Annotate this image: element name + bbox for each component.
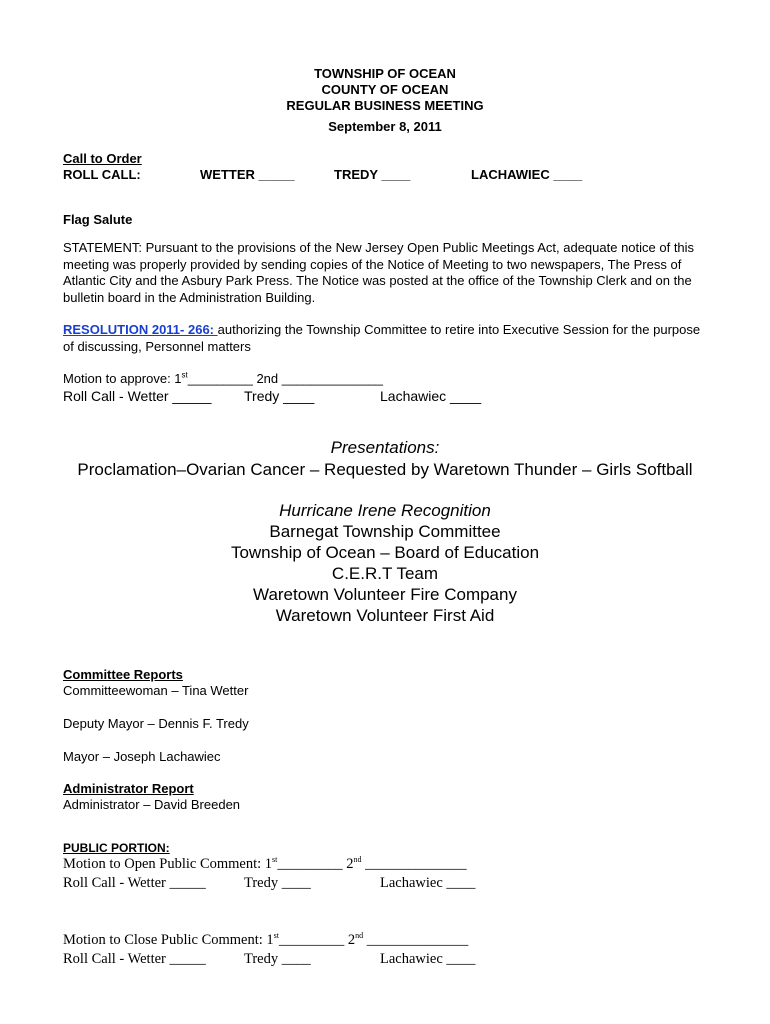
roll-close-wetter: Roll Call - Wetter _____ (63, 951, 206, 967)
roll-close-tredy: Tredy ____ (244, 951, 311, 967)
roll-open-lachawiec: Lachawiec ____ (380, 875, 476, 891)
motion-close-sup2: nd (355, 931, 364, 941)
roll-open-wetter: Roll Call - Wetter _____ (63, 875, 206, 891)
motion-approve-prefix: Motion to approve: 1 (63, 371, 182, 386)
motion-close-end: ______________ (363, 932, 469, 948)
committee-reports-heading: Committee Reports (63, 667, 183, 682)
public-portion-heading: PUBLIC PORTION: (63, 841, 170, 855)
motion-open-sup1: st (272, 855, 278, 865)
call-to-order-heading: Call to Order (63, 151, 142, 166)
motion-open-prefix: Motion to Open Public Comment: 1 (63, 856, 273, 872)
roll-call-tredy: TREDY ____ (334, 167, 411, 182)
motion-approve-blanks: _________ 2nd ______________ (187, 371, 383, 386)
presentation-item: Waretown Volunteer First Aid (275, 606, 495, 625)
header-meeting-type: REGULAR BUSINESS MEETING (286, 98, 484, 113)
motion-open-blanks: _________ 2 (277, 856, 354, 872)
motion-close-public-comment (63, 932, 468, 949)
motion-close-blanks: _________ 2 (279, 932, 356, 948)
presentation-item: Barnegat Township Committee (269, 522, 501, 541)
presentation-item: Township of Ocean – Board of Education (230, 543, 540, 562)
motion-close-prefix: Motion to Close Public Comment: 1 (63, 932, 274, 948)
hurricane-heading: Hurricane Irene Recognition (279, 501, 491, 520)
presentation-item: Waretown Volunteer Fire Company (253, 585, 517, 604)
roll-call-1-tredy: Tredy ____ (244, 388, 315, 404)
motion-approve (63, 371, 383, 386)
roll-call-lachawiec: LACHAWIEC ____ (471, 167, 583, 182)
motion-open-end: ______________ (361, 856, 467, 872)
administrator-report-item: Administrator – David Breeden (63, 797, 241, 812)
header-township: TOWNSHIP OF OCEAN (314, 66, 456, 81)
administrator-report-heading: Administrator Report (63, 781, 194, 796)
resolution-text: authorizing the Township Committee to retire into Executive Session for the purpose of discussing, Personnel matters (63, 322, 701, 354)
committee-report-item: Committeewoman – Tina Wetter (63, 683, 249, 698)
presentation-item: C.E.R.T Team (331, 564, 439, 583)
resolution-link[interactable]: RESOLUTION 2011- 266: (63, 322, 218, 337)
roll-call-wetter: WETTER _____ (200, 167, 295, 182)
statement-paragraph: STATEMENT: Pursuant to the provisions of the New Jersey Open Public Meetings Act, adequate notice of this meeting was properly provided by sending copies of the Notice of Meeting to two newspapers, The Press of Atlantic City and the Asbury Park Press. The Notice was posted at the office of the Township Clerk and on the bulletin board in the Administration Building. (63, 240, 695, 305)
committee-report-item: Mayor – Joseph Lachawiec (63, 749, 221, 764)
motion-close-sup1: st (273, 931, 280, 941)
committee-report-item: Deputy Mayor – Dennis F. Tredy (63, 716, 249, 731)
roll-call-label: ROLL CALL: (63, 167, 141, 182)
header-date: September 8, 2011 (328, 119, 442, 134)
motion-open-sup2: nd (353, 855, 362, 865)
motion-open-public-comment (63, 856, 467, 873)
roll-open-tredy: Tredy ____ (244, 875, 311, 891)
resolution-paragraph (63, 322, 713, 355)
proclamation-line: Proclamation–Ovarian Cancer – Requested by Waretown Thunder – Girls Softball (77, 460, 693, 479)
header-county: COUNTY OF OCEAN (321, 82, 449, 97)
presentations-heading: Presentations: (330, 438, 440, 457)
roll-close-lachawiec: Lachawiec ____ (380, 951, 476, 967)
roll-call-1-wetter: Roll Call - Wetter _____ (63, 388, 212, 404)
motion-approve-sup: st (181, 370, 188, 380)
flag-salute-heading: Flag Salute (63, 212, 133, 227)
roll-call-1-lachawiec: Lachawiec ____ (380, 388, 482, 404)
